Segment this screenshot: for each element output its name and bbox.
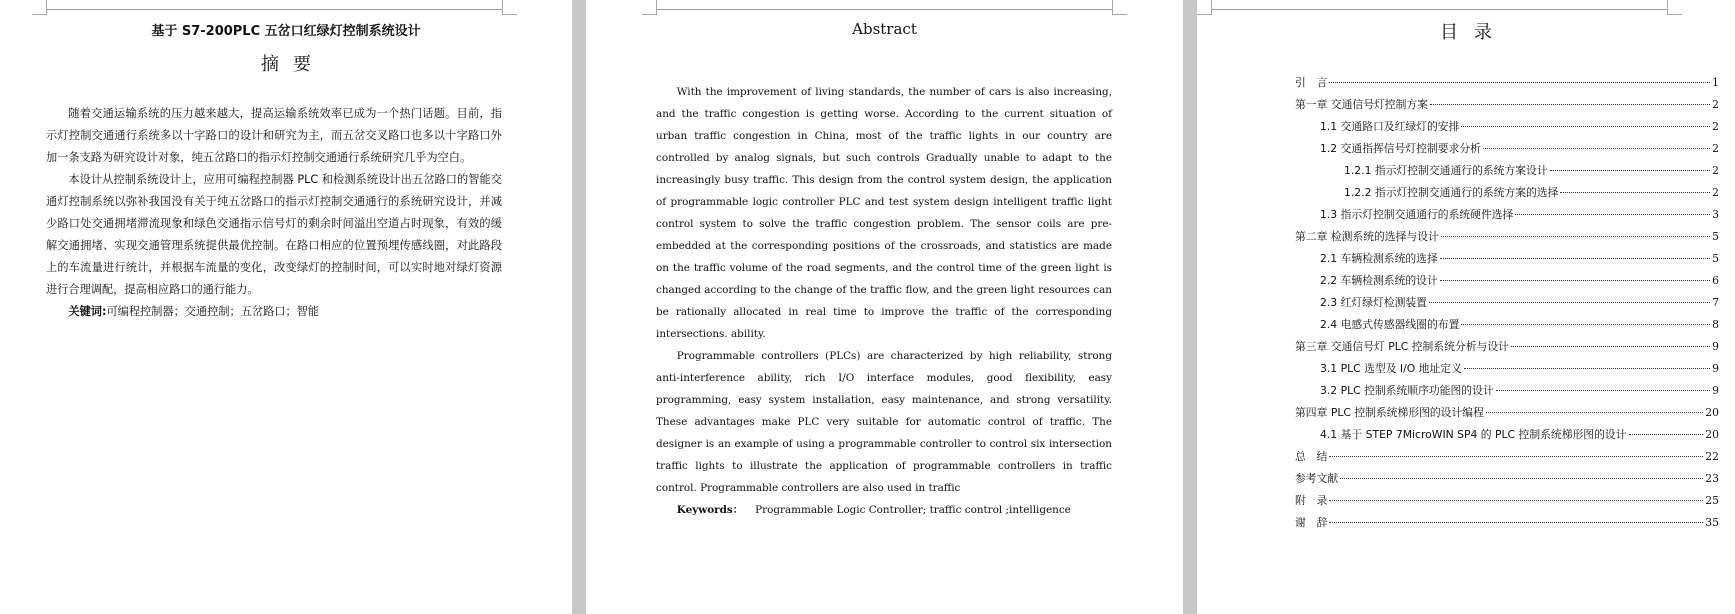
toc-entry[interactable] <box>1295 358 1719 380</box>
toc-dot-leader <box>1430 104 1710 105</box>
margin-corner-mark <box>1667 0 1682 15</box>
header-rule <box>1211 9 1667 10</box>
toc-entry[interactable] <box>1295 314 1719 336</box>
toc-entry-title: 2.2 车辆检测系统的设计 <box>1320 274 1438 287</box>
toc-page-number: 9 <box>1712 384 1719 397</box>
toc-page-number: 9 <box>1712 340 1719 353</box>
toc-entry[interactable] <box>1295 380 1719 402</box>
keywords-label: Keywords： <box>676 504 744 516</box>
toc-entry-title: 1.3 指示灯控制交通通行的系统硬件选择 <box>1320 208 1514 221</box>
toc-entry[interactable] <box>1295 490 1719 512</box>
toc-dot-leader <box>1464 368 1710 369</box>
toc-dot-leader <box>1511 346 1710 347</box>
abstract-paragraph: Programmable controllers (PLCs) are characterized by high reliability, strong anti-interference ability, rich I/O interface modules, good flexibility, easy programming, easy system installation, easy maintenance, and strong versatility. These advantages make PLC very suitable for automatic control of traffic. The designer is an example of using a programmable controller to control six intersection traffic lights to illustrate the application of programmable controllers in traffic control. Programmable controllers are also used in traffic <box>656 350 1112 494</box>
abstract-heading: 摘要 <box>261 54 325 75</box>
toc-title: 目录 <box>1440 22 1508 43</box>
header-rule <box>656 9 1112 10</box>
toc-entry-title: 2.3 红灯绿灯检测装置 <box>1320 296 1427 309</box>
toc-page-number: 5 <box>1712 252 1719 265</box>
margin-corner-mark <box>642 0 657 15</box>
abstract-body <box>656 81 1112 521</box>
toc-entry[interactable] <box>1295 446 1719 468</box>
toc-entry-title: 第四章 PLC 控制系统梯形图的设计编程 <box>1295 406 1484 419</box>
toc-dot-leader <box>1329 82 1710 83</box>
toc-page-number: 22 <box>1705 450 1719 463</box>
toc-entry-title: 第二章 检测系统的选择与设计 <box>1295 230 1439 243</box>
toc-entry[interactable] <box>1295 94 1719 116</box>
toc-page-number: 6 <box>1712 274 1719 287</box>
toc-page-number: 25 <box>1705 494 1719 507</box>
toc-entry-title: 4.1 基于 STEP 7MicroWIN SP4 的 PLC 控制系统梯形图的设计 <box>1320 428 1627 441</box>
toc-entry[interactable] <box>1295 160 1719 182</box>
toc-page-number: 20 <box>1705 428 1719 441</box>
toc-page-number: 5 <box>1712 230 1719 243</box>
toc-page-number: 2 <box>1712 164 1719 177</box>
toc-entry-title: 1.2.2 指示灯控制交通通行的系统方案的选择 <box>1344 186 1559 199</box>
toc-page-number: 23 <box>1705 472 1719 485</box>
toc-dot-leader <box>1461 324 1710 325</box>
toc-entry[interactable] <box>1295 226 1719 248</box>
toc-dot-leader <box>1329 522 1703 523</box>
toc-entry-title: 总 结 <box>1295 450 1328 463</box>
toc-entry-title: 引 言 <box>1295 76 1328 89</box>
keywords-line <box>46 301 502 323</box>
toc-page-number: 20 <box>1705 406 1719 419</box>
toc-entry-title: 第一章 交通信号灯控制方案 <box>1295 98 1428 111</box>
toc-dot-leader <box>1340 478 1703 479</box>
keywords-text: 可编程控制器；交通控制；五岔路口；智能 <box>106 305 320 318</box>
toc-dot-leader <box>1429 302 1710 303</box>
toc-entry[interactable] <box>1295 116 1719 138</box>
toc-entry-title: 1.1 交通路口及红绿灯的安排 <box>1320 120 1460 133</box>
toc-dot-leader <box>1441 236 1710 237</box>
toc-entry-title: 参考文献 <box>1295 472 1339 485</box>
toc-page-number: 8 <box>1712 318 1719 331</box>
page-table-of-contents <box>1197 0 1735 614</box>
document-title: 基于 S7-200PLC 五岔口红绿灯控制系统设计 <box>151 24 421 39</box>
toc-dot-leader <box>1496 390 1710 391</box>
toc-entry[interactable] <box>1295 402 1719 424</box>
abstract-paragraph: With the improvement of living standards, the number of cars is also increasing, and the traffic congestion is getting worse. According to the current situation of urban traffic congestion in China, most of the traffic lights in our country are controlled by analog signals, but such controls Gradually unable to adapt to the increasingly busy traffic. This design from the control system design, the application of programmable logic controller PLC and test system design intelligent traffic light control system to solve the traffic congestion problem. The sensor coils are pre-embedded at the corresponding positions of the crossroads, and statistics are made on the traffic volume of the road segments, and the control time of the green light is changed according to the change of the traffic flow, and the green light resources can be rationally allocated in real time to improve the traffic of the corresponding intersections. ability. <box>656 86 1112 340</box>
toc-list <box>1295 72 1719 534</box>
margin-corner-mark <box>1197 0 1212 15</box>
toc-dot-leader <box>1560 192 1710 193</box>
keywords-text: Programmable Logic Controller; traffic control ;intelligence <box>755 504 1071 516</box>
toc-page-number: 2 <box>1712 142 1719 155</box>
keywords-line <box>656 499 1112 521</box>
toc-dot-leader <box>1486 412 1703 413</box>
toc-entry[interactable] <box>1295 336 1719 358</box>
toc-entry[interactable] <box>1295 468 1719 490</box>
toc-dot-leader <box>1440 280 1710 281</box>
page-chinese-abstract <box>0 0 572 614</box>
margin-corner-mark <box>502 0 517 15</box>
toc-dot-leader <box>1329 500 1703 501</box>
toc-entry[interactable] <box>1295 424 1719 446</box>
toc-page-number: 2 <box>1712 120 1719 133</box>
toc-dot-leader <box>1440 258 1710 259</box>
toc-page-number: 2 <box>1712 98 1719 111</box>
page-english-abstract <box>586 0 1183 614</box>
toc-page-number: 7 <box>1712 296 1719 309</box>
toc-entry-title: 第三章 交通信号灯 PLC 控制系统分析与设计 <box>1295 340 1509 353</box>
toc-entry[interactable] <box>1295 292 1719 314</box>
margin-corner-mark <box>32 0 47 15</box>
toc-page-number: 1 <box>1712 76 1719 89</box>
margin-corner-mark <box>1112 0 1127 15</box>
toc-dot-leader <box>1550 170 1710 171</box>
toc-entry-title: 3.2 PLC 控制系统顺序功能图的设计 <box>1320 384 1494 397</box>
toc-dot-leader <box>1515 214 1710 215</box>
abstract-paragraph: 随着交通运输系统的压力越来越大，提高运输系统效率已成为一个热门话题。目前，指示灯控制交通通行系统多以十字路口的设计和研究为主，而五岔交叉路口也多以十字路口外加一条支路为研究设计对象，纯五岔路口的指示灯控制交通通行系统研究几乎为空白。 <box>46 107 502 164</box>
toc-entry[interactable] <box>1295 248 1719 270</box>
toc-entry[interactable] <box>1295 270 1719 292</box>
toc-entry[interactable] <box>1295 138 1719 160</box>
toc-entry-title: 3.1 PLC 选型及 I/O 地址定义 <box>1320 362 1462 375</box>
toc-entry[interactable] <box>1295 72 1719 94</box>
header-rule <box>46 9 502 10</box>
toc-entry-title: 附 录 <box>1295 494 1328 507</box>
toc-dot-leader <box>1629 434 1704 435</box>
keywords-label: 关键词: <box>68 305 107 318</box>
toc-page-number: 35 <box>1705 516 1719 529</box>
abstract-title: Abstract <box>852 20 917 38</box>
toc-entry-title: 1.2 交通指挥信号灯控制要求分析 <box>1320 142 1481 155</box>
toc-entry-title: 1.2.1 指示灯控制交通通行的系统方案设计 <box>1344 164 1548 177</box>
toc-dot-leader <box>1461 126 1710 127</box>
toc-entry[interactable] <box>1295 204 1719 226</box>
toc-entry-title: 2.1 车辆检测系统的选择 <box>1320 252 1438 265</box>
abstract-paragraph: 本设计从控制系统设计上，应用可编程控制器 PLC 和检测系统设计出五岔路口的智能交通灯控制系统以弥补我国没有关于纯五岔路口的指示灯控制交通通行的系统研究设计，并减少路口处交通拥堵滞流现象和绿色交通指示信号灯的剩余时间溢出空道占时现象，有效的缓解交通拥堵、实现交通管理系统提供最优控制。在路口相应的位置预埋传感线圈，对此路段上的车流量进行统计，并根据车流量的变化，改变绿灯的控制时间，可以实时地对绿灯资源进行合理调配，提高相应路口的通行能力。 <box>46 173 502 296</box>
toc-entry-title: 2.4 电感式传感器线圈的布置 <box>1320 318 1460 331</box>
toc-dot-leader <box>1483 148 1710 149</box>
toc-entry-title: 谢 辞 <box>1295 516 1328 529</box>
toc-dot-leader <box>1329 456 1703 457</box>
toc-page-number: 2 <box>1712 186 1719 199</box>
toc-entry[interactable] <box>1295 512 1719 534</box>
toc-entry[interactable] <box>1295 182 1719 204</box>
abstract-body <box>46 103 502 323</box>
toc-page-number: 3 <box>1712 208 1719 221</box>
toc-page-number: 9 <box>1712 362 1719 375</box>
